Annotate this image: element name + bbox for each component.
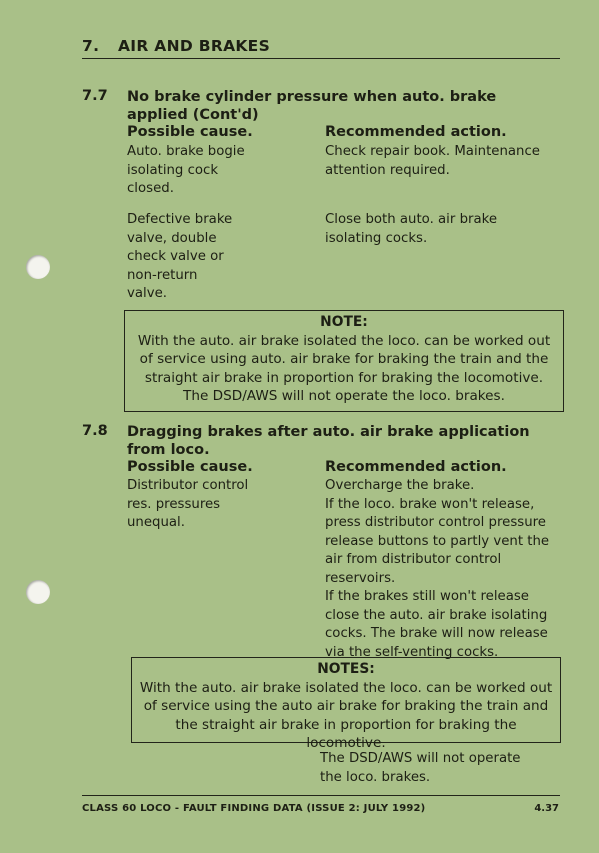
notes-heading: NOTES:	[317, 661, 375, 677]
binder-hole-top	[26, 255, 50, 279]
action-7-7-2: Close both auto. air brake isolating cocks.	[325, 212, 498, 246]
subsection-7-7-title: No brake cylinder pressure when auto. brake applied (Cont'd)	[127, 89, 497, 123]
possible-cause-heading-7-7: Possible cause.	[127, 124, 253, 140]
recommended-action-heading-7-8: Recommended action.	[325, 459, 507, 475]
cause-7-7-2: Defective brake valve, double check valve or non-return valve.	[127, 212, 233, 301]
section-title	[82, 37, 562, 55]
subsection-7-8-title: Dragging brakes after auto. air brake application from loco.	[127, 424, 530, 458]
action-7-8: Overcharge the brake. If the loco. brake won't release, press distributor control pressure release buttons to partly vent the air from distributor control reservoirs. If the brakes still won't release close the auto. air brake isolating cocks. The brake will now release via the self-venting cocks.	[325, 478, 550, 660]
section-title-text: AIR AND BRAKES	[118, 37, 271, 55]
recommended-action-heading-7-7: Recommended action.	[325, 124, 507, 140]
after-note-text: The DSD/AWS will not operate the loco. brakes.	[320, 751, 521, 785]
footer-rule	[82, 795, 560, 796]
page-number: 4.37	[534, 803, 559, 814]
cause-7-8: Distributor control res. pressures unequal.	[127, 478, 249, 530]
footer-title: CLASS 60 LOCO - FAULT FINDING DATA (ISSUE 2: JULY 1992)	[82, 803, 426, 814]
notes-text: With the auto. air brake isolated the loco. can be worked out of service using the auto air brake for braking the train and the straight air brake in proportion for braking the locomotive.	[139, 679, 553, 751]
section-number: 7.	[82, 37, 100, 55]
note-text: With the auto. air brake isolated the loco. can be worked out of service using auto. air brake for braking the train and the straight air brake in proportion for braking the locomotive. The DSD/AWS will not operate the loco. brakes.	[137, 332, 551, 404]
section-rule	[82, 58, 560, 59]
note-box-7-7	[124, 310, 564, 412]
subsection-7-7-number: 7.7	[82, 88, 108, 104]
binder-hole-bottom	[26, 580, 50, 604]
possible-cause-heading-7-8: Possible cause.	[127, 459, 253, 475]
subsection-7-8-number: 7.8	[82, 423, 108, 439]
cause-7-7-1: Auto. brake bogie isolating cock closed.	[127, 144, 245, 196]
action-7-7-1: Check repair book. Maintenance attention required.	[325, 144, 540, 178]
note-heading: NOTE:	[320, 314, 368, 330]
notes-box-7-8	[131, 657, 561, 751]
